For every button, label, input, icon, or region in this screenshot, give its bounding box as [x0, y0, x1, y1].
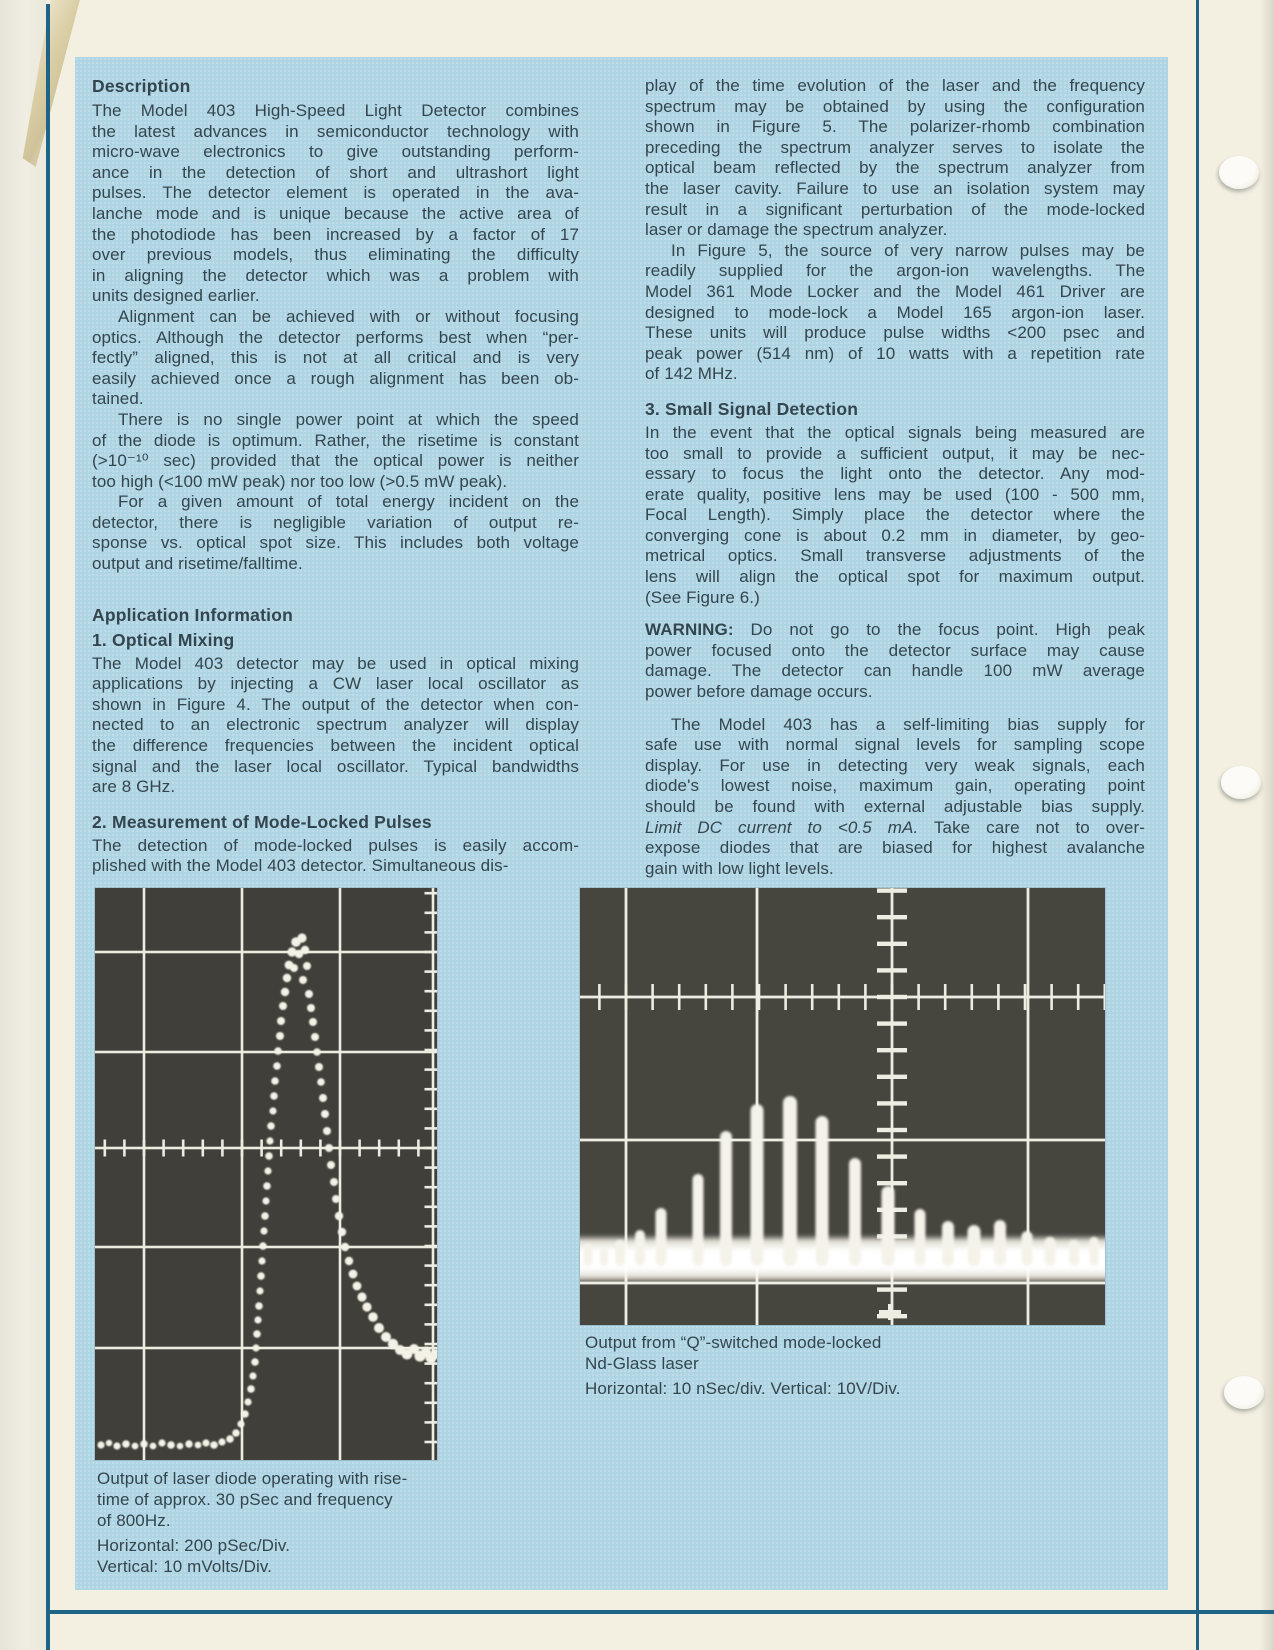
- caption-line: Vertical: 10 mVolts/Div.: [97, 1557, 272, 1576]
- text-line: safe use with normal signal levels for sampling scope: [645, 735, 1145, 755]
- text-line: should be found with external adjustable bias supply.: [645, 797, 1145, 816]
- text-line: of the diode is optimum. Rather, the risetime is constant: [92, 430, 579, 450]
- oscilloscope-screen: [580, 888, 1105, 1325]
- text-line: gain with low light levels.: [645, 858, 834, 878]
- text-line: applications by injecting a CW laser local oscillator as: [92, 674, 579, 694]
- text-line: nected to an electronic spectrum analyzer will display: [92, 715, 579, 735]
- scope-background: [95, 888, 437, 1460]
- page-left-margin: [0, 0, 46, 1650]
- caption-line: Nd-Glass laser: [585, 1354, 699, 1373]
- text-line: pulses. The detector element is operated in the ava-: [92, 183, 579, 203]
- text-line: Limit DC current to <0.5 mA. Take care not to over-: [645, 817, 1145, 837]
- paragraph: [92, 307, 579, 410]
- text-line: WARNING: Do not go to the focus point. High peak: [645, 620, 1145, 640]
- text-line: In Figure 5, the source of very narrow pulses may be: [671, 240, 1145, 260]
- text-line: ance in the detection of short and ultrashort light: [92, 162, 579, 182]
- punch-hole-bottom: [1224, 1376, 1264, 1409]
- text-line: of 142 MHz.: [645, 364, 738, 384]
- text-line: lens will align the optical spot for maximum output.: [645, 567, 1145, 587]
- text-line: lanche mode and is unique because the active area of: [92, 203, 579, 223]
- punch-hole-middle: [1221, 766, 1261, 799]
- text-line: micro-wave electronics to give outstanding perform-: [92, 142, 579, 162]
- sub-heading: 1. Optical Mixing: [92, 629, 235, 650]
- text-line: expose diodes that are biased for highest avalanche: [645, 838, 1145, 858]
- text-line: too small to provide a sufficient output, it may be nec-: [645, 443, 1145, 463]
- page-right-edge-shadow: [1260, 0, 1274, 1650]
- right-figure-caption: [585, 1332, 1115, 1399]
- text-line: readily supplied for the argon-ion wavelengths. The: [645, 261, 1145, 281]
- text-line: the difference frequencies between the incident optical: [92, 736, 579, 756]
- text-line: are 8 GHz.: [92, 777, 176, 797]
- text-line: There is no single power point at which the speed: [118, 409, 579, 429]
- text-line: The Model 403 High-Speed Light Detector combines: [92, 101, 579, 120]
- text-line: peak power (514 nm) of 10 watts with a repetition rate: [645, 343, 1145, 363]
- text-line: plished with the Model 403 detector. Simultaneous dis-: [92, 856, 509, 876]
- paragraph: [645, 715, 1145, 880]
- left-text-column: [92, 76, 579, 877]
- text-line: detector, there is negligible variation of output re-: [92, 512, 579, 532]
- paragraph: [645, 620, 1145, 702]
- caption-line: Output from “Q”-switched mode-locked: [585, 1333, 882, 1352]
- beam-marker: [888, 1304, 892, 1320]
- left-figure-caption: [97, 1468, 477, 1577]
- text-line: optical beam reflected by the spectrum analyzer from: [645, 158, 1145, 178]
- caption-line: Horizontal: 200 pSec/Div.: [97, 1536, 291, 1555]
- paragraph: [645, 423, 1145, 608]
- text-line: the latest advances in semiconductor technology with: [92, 121, 579, 141]
- text-line: display. For use in detecting very weak signals, each: [645, 755, 1145, 775]
- section-heading: Description: [92, 76, 191, 96]
- oscilloscope-photo-laser-diode-pulse: [95, 888, 437, 1460]
- text-line: damage. The detector can handle 100 mW average: [645, 661, 1145, 681]
- right-text-column: [645, 76, 1145, 879]
- text-line: Model 361 Mode Locker and the Model 461 Driver are: [645, 281, 1145, 301]
- text-line: tained.: [92, 389, 144, 409]
- text-line: erate quality, positive lens may be used (100 - 500 mm,: [645, 484, 1145, 504]
- text-line: (>10⁻¹⁰ sec) provided that the optical power is neither: [92, 451, 579, 471]
- caption-line: of 800Hz.: [97, 1511, 171, 1530]
- text-line: easily achieved once a rough alignment has been ob-: [92, 368, 579, 388]
- sub-heading: 2. Measurement of Mode-Locked Pulses: [92, 811, 432, 832]
- text-line: metrical optics. Small transverse adjustments of the: [645, 546, 1145, 566]
- text-line: Alignment can be achieved with or without focusing: [118, 306, 579, 326]
- text-line: The Model 403 has a self-limiting bias supply for: [671, 714, 1145, 734]
- text-line: essary to focus the light onto the detector. Any mod-: [645, 464, 1145, 484]
- text-line: These units will produce pulse widths <200 psec and: [645, 323, 1145, 343]
- paragraph: [645, 241, 1145, 385]
- text-line: over previous models, thus eliminating the difficulty: [92, 245, 579, 265]
- text-line: preceding the spectrum analyzer serves to isolate the: [645, 137, 1145, 157]
- text-line: The Model 403 detector may be used in optical mixing: [92, 653, 579, 673]
- text-line: in aligning the detector which was a problem with: [92, 265, 579, 285]
- paragraph: [92, 654, 579, 798]
- text-line: shown in Figure 5. The polarizer-rhomb combination: [645, 117, 1145, 137]
- border-rule-bottom: [46, 1610, 1274, 1614]
- text-line: fectly” aligned, this is not at all critical and is very: [92, 348, 579, 368]
- text-line: too high (<100 mW peak) nor too low (>0.5 mW peak).: [92, 471, 508, 491]
- text-line: sponse vs. optical spot size. This includes both voltage: [92, 533, 579, 553]
- text-line: The detection of mode-locked pulses is easily accom-: [92, 835, 579, 855]
- paragraph: [92, 101, 579, 307]
- paragraph: [645, 76, 1145, 241]
- caption-line: time of approx. 30 pSec and frequency: [97, 1490, 393, 1509]
- text-line: result in a significant perturbation of the mode-locked: [645, 199, 1145, 219]
- section-heading: Application Information: [92, 604, 293, 625]
- caption-line: Output of laser diode operating with rise-: [97, 1469, 408, 1488]
- text-line: For a given amount of total energy incident on the: [118, 492, 579, 512]
- text-line: diode's lowest noise, maximum gain, operating point: [645, 776, 1145, 796]
- text-line: spectrum may be obtained by using the configuration: [645, 96, 1145, 116]
- paragraph: [92, 836, 579, 877]
- paragraph: [92, 410, 579, 492]
- text-line: signal and the laser local oscillator. Typical bandwidths: [92, 756, 579, 776]
- text-line: the photodiode has been increased by a factor of 17: [92, 224, 579, 244]
- text-line: the laser cavity. Failure to use an isolation system may: [645, 178, 1145, 198]
- punch-hole-top: [1219, 156, 1259, 189]
- paragraph: [92, 492, 579, 574]
- text-line: play of the time evolution of the laser and the frequency: [645, 76, 1145, 95]
- text-line: (See Figure 6.): [645, 587, 760, 607]
- text-line: power before damage occurs.: [645, 682, 873, 702]
- oscilloscope-photo-mode-locked-train: [580, 888, 1105, 1325]
- border-rule-right: [1196, 0, 1199, 1650]
- oscilloscope-screen: [95, 888, 437, 1460]
- text-line: optics. Although the detector performs best when “per-: [92, 327, 579, 347]
- text-line: shown in Figure 4. The output of the detector when con-: [92, 694, 579, 714]
- text-line: Focal Length). Simply place the detector where the: [645, 505, 1145, 525]
- text-line: converging cone is about 0.2 mm in diameter, by geo-: [645, 525, 1145, 545]
- text-line: units designed earlier.: [92, 286, 260, 306]
- caption-line: Horizontal: 10 nSec/div. Vertical: 10V/Div.: [585, 1379, 901, 1398]
- text-line: laser or damage the spectrum analyzer.: [645, 220, 948, 240]
- sub-heading: 3. Small Signal Detection: [645, 398, 859, 419]
- text-line: power focused onto the detector surface may cause: [645, 640, 1145, 660]
- border-rule-left: [46, 4, 50, 1650]
- text-line: In the event that the optical signals being measured are: [645, 422, 1145, 442]
- text-line: output and risetime/falltime.: [92, 554, 303, 574]
- text-line: designed to mode-lock a Model 165 argon-ion laser.: [645, 302, 1145, 322]
